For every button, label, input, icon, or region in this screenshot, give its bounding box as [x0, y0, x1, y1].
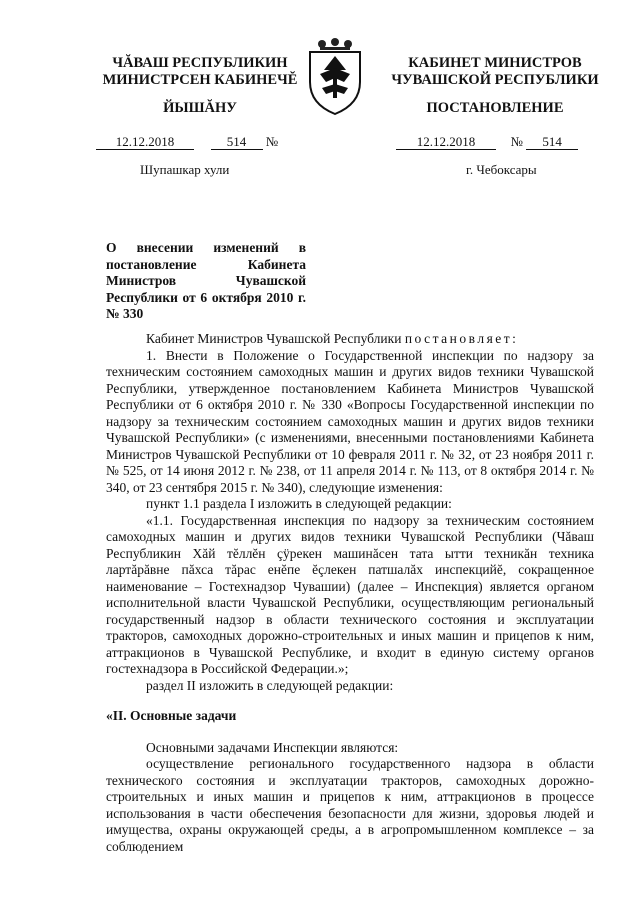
intro-prefix: Кабинет Министров Чувашской Республики [146, 331, 402, 346]
paragraph-2: пункт 1.1 раздела I изложить в следующей редакции: [146, 496, 452, 511]
intro-paragraph [106, 331, 594, 348]
paragraph-3: «1.1. Государственная инспекция по надзору за техническим состоянием самоходных машин и других видов техники Чувашской Республики (Чăваш Республикин Хăй тĕллĕн çÿрекен машинăсен тата ытти техникăн техника лартăрăвне пăхса тăрас енĕпе ĕçлекен патшалăх инспекцийĕ, сокращенное наименование – Гостехнадзор Чувашии) (далее – Инспекция) является органом исполнительной власти Чувашской Республики, осуществляющим региональный государственный надзор в области технического состояния и эксплуатации тракторов, самоходных дорожно-строительных и иных машин и прицепов к ним, аттракционов в Чувашской Республике, и входит в единую систему органов гостехнадзора в Российской Федерации.»; [106, 512, 594, 676]
number-sign: № [265, 134, 279, 149]
doc-number: 514 [211, 134, 263, 150]
number-sign: № [510, 134, 523, 149]
city-chuvash: Шупашкар хули [140, 162, 230, 177]
paragraph-4: раздел II изложить в следующей редакции: [146, 677, 394, 693]
paragraph-5: Основными задачами Инспекции являются: [146, 739, 399, 755]
doc-number: 514 [526, 134, 578, 150]
org-line-1: КАБИНЕТ МИНИСТРОВ [408, 55, 582, 71]
intro-spaced: постановляет: [404, 331, 519, 346]
header-org-russian [385, 55, 605, 89]
doc-type-russian: ПОСТАНОВЛЕНИЕ [426, 100, 564, 116]
header-org-chuvash [100, 55, 300, 89]
doc-type-chuvash: ЙЫШĂНУ [163, 100, 237, 116]
org-line-1: ЧĂВАШ РЕСПУБЛИКИН [112, 55, 288, 71]
paragraph-1: 1. Внести в Положение о Государственной инспекции по надзору за техническим состоянием самоходных машин и других видов техники Чувашской Республики, утвержденное постановлением Кабинета Министров Чувашской Республики от 6 октября 2010 г. № 330 «Вопросы Государственной инспекции по надзору за техническим состоянием самоходных машин и других видов техники Чувашской Республики» (с изменениями, внесенными постановлениями Кабинета Министров Чувашской Республики от 10 февраля 2011 г. № 32, от 23 ноября 2011 г. № 525, от 14 июня 2012 г. № 238, от 11 апреля 2014 г. № 113, от 8 октября 2014 г. № 340, от 23 сентября 2015 г. № 340), следующие изменения: [106, 347, 594, 495]
section-heading: «II. Основные задачи [106, 708, 237, 723]
document-title: О внесении изменений в постановление Кабинета Министров Чувашской Республики от 6 октября 2010 г. № 330 [106, 240, 306, 321]
document-body [106, 331, 594, 855]
doc-date: 12.12.2018 [96, 134, 194, 150]
org-line-2: МИНИСТРСЕН КАБИНЕЧĔ [102, 72, 298, 88]
city-russian: г. Чебоксары [466, 162, 537, 177]
doc-date-number-chuvash [96, 134, 306, 150]
coat-of-arms-icon [300, 38, 370, 116]
doc-date: 12.12.2018 [396, 134, 496, 150]
org-line-2: ЧУВАШСКОЙ РЕСПУБЛИКИ [391, 72, 599, 88]
doc-date-number-russian [396, 134, 606, 150]
paragraph-6: осуществление регионального государственного надзора в области технического состояния и эксплуатации тракторов, самоходных дорожно-строительных и иных машин и прицепов к ним, аттракционов в процессе использования в части обеспечения безопасности для жизни, здоровья людей и имущества, охраны окружающей среды, а в агропромышленном комплексе – за соблюдением [106, 756, 594, 854]
